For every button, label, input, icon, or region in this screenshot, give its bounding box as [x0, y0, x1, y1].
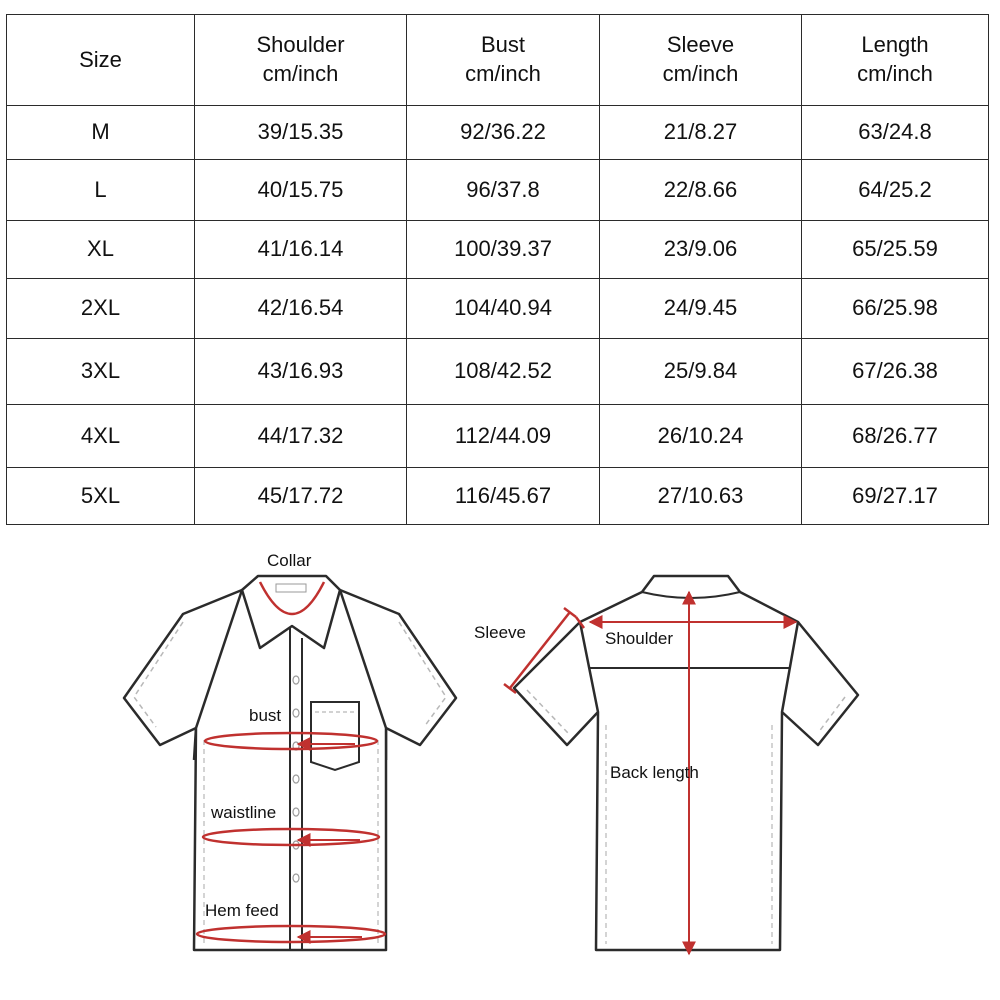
table-row	[7, 468, 989, 525]
cell-bust: 116/45.67	[407, 468, 600, 525]
cell-bust: 108/42.52	[407, 339, 600, 405]
cell-length: 65/25.59	[802, 221, 989, 279]
cell-shoulder: 44/17.32	[195, 405, 407, 468]
waistline-label: waistline	[211, 803, 277, 822]
cell-shoulder: 39/15.35	[195, 106, 407, 160]
cell-size: XL	[7, 221, 195, 279]
cell-sleeve: 22/8.66	[600, 160, 802, 221]
cell-size: 3XL	[7, 339, 195, 405]
cell-bust: 96/37.8	[407, 160, 600, 221]
table-row	[7, 221, 989, 279]
header-size: Size	[7, 15, 195, 106]
table-row	[7, 279, 989, 339]
cell-bust: 112/44.09	[407, 405, 600, 468]
cell-size: L	[7, 160, 195, 221]
header-shoulder: Shoulder cm/inch	[195, 15, 407, 106]
header-bust: Bust cm/inch	[407, 15, 600, 106]
cell-size: 4XL	[7, 405, 195, 468]
collar-label: Collar	[267, 551, 312, 570]
hem-label: Hem feed	[205, 901, 279, 920]
cell-length: 67/26.38	[802, 339, 989, 405]
cell-sleeve: 24/9.45	[600, 279, 802, 339]
sleeve-label: Sleeve	[474, 623, 526, 642]
front-shirt-illustration	[124, 576, 456, 950]
size-chart-table	[6, 14, 989, 525]
table-row	[7, 339, 989, 405]
cell-shoulder: 45/17.72	[195, 468, 407, 525]
table-row	[7, 405, 989, 468]
cell-sleeve: 21/8.27	[600, 106, 802, 160]
cell-sleeve: 26/10.24	[600, 405, 802, 468]
table-row	[7, 106, 989, 160]
header-length: Length cm/inch	[802, 15, 989, 106]
cell-length: 68/26.77	[802, 405, 989, 468]
cell-shoulder: 41/16.14	[195, 221, 407, 279]
bust-label: bust	[249, 706, 282, 725]
table-row	[7, 160, 989, 221]
cell-length: 64/25.2	[802, 160, 989, 221]
cell-bust: 92/36.22	[407, 106, 600, 160]
measurement-diagram	[0, 530, 1000, 1000]
table-header-row	[7, 15, 989, 106]
back-length-label: Back length	[610, 763, 699, 782]
cell-length: 69/27.17	[802, 468, 989, 525]
header-sleeve: Sleeve cm/inch	[600, 15, 802, 106]
cell-length: 66/25.98	[802, 279, 989, 339]
cell-length: 63/24.8	[802, 106, 989, 160]
shoulder-label: Shoulder	[605, 629, 674, 648]
cell-sleeve: 27/10.63	[600, 468, 802, 525]
cell-size: M	[7, 106, 195, 160]
cell-sleeve: 23/9.06	[600, 221, 802, 279]
cell-shoulder: 42/16.54	[195, 279, 407, 339]
cell-size: 5XL	[7, 468, 195, 525]
cell-bust: 100/39.37	[407, 221, 600, 279]
cell-shoulder: 40/15.75	[195, 160, 407, 221]
cell-bust: 104/40.94	[407, 279, 600, 339]
cell-shoulder: 43/16.93	[195, 339, 407, 405]
cell-sleeve: 25/9.84	[600, 339, 802, 405]
cell-size: 2XL	[7, 279, 195, 339]
